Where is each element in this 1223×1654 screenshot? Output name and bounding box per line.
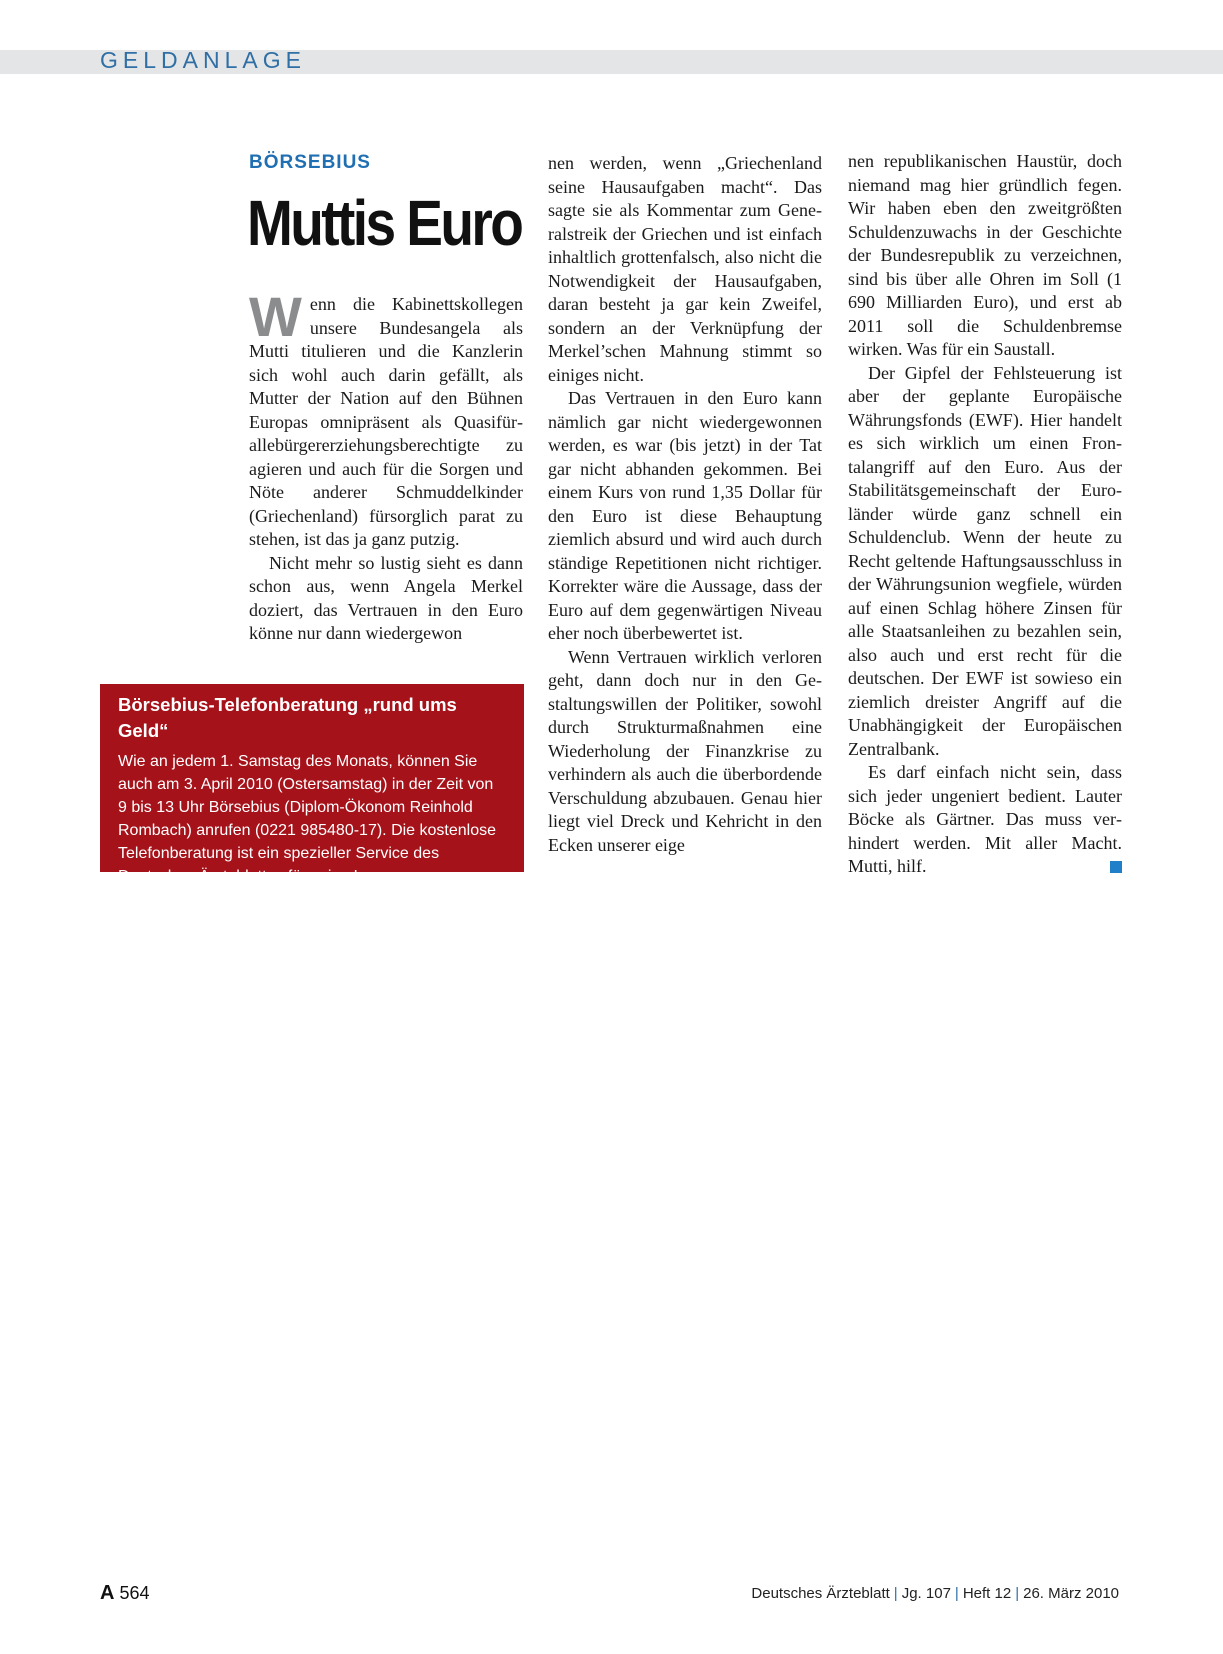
separator: |	[954, 1585, 959, 1602]
paragraph: Der Gipfel der Fehlsteuerung ist aber der geplante Europäische Währungsfonds (EWF). Hier handelt es sich wirklich um einen Frontalangriff auf den Euro. Aus der Stabilitätsgemeinschaft der Euroländer würde ganz schnell ein Schuldenclub. Wenn der heute zu Recht geltende Haftungsausschluss in der Währungsunion wegfiele, würden auf einen Schlag höhere Zinsen für alle Staatsanleihen zu bezahlen sein, also auch und erst recht für die deutschen. Der EWF ist sowieso ein ziemlich dreister Angriff auf die Unabhängigkeit der Europäischen Zentralbank.	[848, 362, 1122, 759]
info-box	[100, 684, 524, 885]
publication-info	[751, 1585, 1119, 1602]
paragraph: Das Vertrauen in den Euro kann nämlich gar nicht wiedergewonnen werden, es war (bis jetzt) in der Tat gar nicht abhanden gekommen. Bei einem Kurs von rund 1,35 Dollar für den Euro ist diese Behauptung ziemlich absurd und wird auch durch ständige Repetitionen nicht richtiger. Korrekter wäre die Aussage, dass der Euro auf dem gegenwärtigen Niveau eher noch überbewertet ist.	[548, 388, 822, 643]
article-column-3	[848, 150, 1122, 879]
paragraph: nen werden, wenn „Griechenland seine Hausaufgaben macht“. Das sagte sie als Kommentar zum Generalstreik der Griechen und ist einfach inhaltlich grottenfalsch, also nicht die Notwendigkeit der Hausaufgaben, daran besteht ja gar kein Zweifel, sondern an der Verknüpfung der Merkel’schen Mahnung stimmt so einiges nicht.	[548, 153, 822, 385]
page-number	[100, 1582, 150, 1605]
issue-date: 26. März 2010	[1023, 1585, 1119, 1602]
article-title: Muttis Euro	[247, 187, 522, 259]
article-column-1	[249, 285, 523, 646]
drop-cap: W	[249, 285, 302, 348]
section-label: GELDANLAGE	[100, 47, 306, 73]
paragraph-text: enn die Kabinettskollegen unsere Bundesangela als Mutti titulieren und die Kanzlerin sich wohl auch darin gefällt, als Mutter der Nation auf den Bühnen Europas omnipräsent als Quasifürallebürgererziehungsberechtigte zu agieren und auch für die Sorgen und Nöte anderer Schmuddelkinder (Griechenland) fürsorglich parat zu stehen, ist das ja ganz putzig.	[249, 294, 523, 549]
paragraph	[249, 285, 523, 552]
info-box-body: Wie an jedem 1. Samstag des Monats, können Sie auch am 3. April 2010 (Ostersamstag) in der Zeit von 9 bis 13 Uhr Börsebius (Diplom-Ökonom Reinhold Rombach) anrufen (0221 985480-17). Die kostenlose Telefonberatung ist ein spezieller Service des Deutschen Ärzteblattes für seine Leser.	[118, 753, 497, 885]
page-prefix: A	[100, 1582, 115, 1604]
paragraph: Wenn Vertrauen wirklich verloren geht, dann doch nur in den Gestaltungswillen der Politiker, sowohl durch Strukturmaßnahmen eine Wiederholung der Finanzkrise zu verhindern als auch die überbordende Verschuldung abzubauen. Genau hier liegt viel Dreck und Kehricht in den Ecken unserer eige	[548, 646, 822, 855]
issue: Heft 12	[962, 1585, 1012, 1602]
paragraph-text: Es darf einfach nicht sein, dass sich jeder ungeniert bedient. Lauter Böcke als Gärtner. Das muss verhindert werden. Mit aller Macht. Mutti, hilf.	[848, 762, 1122, 876]
paragraph: Nicht mehr so lustig sieht es dann schon aus, wenn Angela Merkel doziert, das Vertrauen in den Euro könne nur dann wiedergewon	[249, 552, 523, 643]
separator: |	[1015, 1585, 1020, 1602]
article-kicker: BÖRSEBIUS	[249, 152, 371, 173]
end-of-article-square-icon	[1110, 861, 1122, 873]
separator: |	[893, 1585, 898, 1602]
info-box-title: Börsebius-Telefonberatung „rund ums Geld“	[118, 694, 457, 741]
article-column-2	[548, 152, 822, 857]
paragraph: nen republikanischen Haustür, doch niemand mag hier gründlich fegen. Wir haben eben den zweitgrößten Schuldenzuwachs in der Geschichte der Bundesrepublik zu verzeichnen, sind bis über alle Ohren im Soll (1 690 Milliarden Euro), und erst ab 2011 soll die Schuldenbremse wirken. Was für ein Saustall.	[848, 151, 1122, 359]
volume: Jg. 107	[901, 1585, 951, 1602]
paragraph	[848, 761, 1122, 879]
page-number-value: 564	[119, 1583, 150, 1603]
journal-name: Deutsches Ärzteblatt	[751, 1585, 890, 1602]
